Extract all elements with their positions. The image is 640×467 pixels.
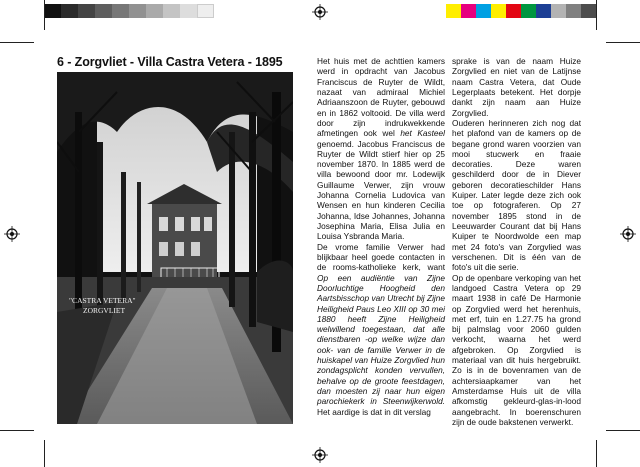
page-title: 6 - Zorgvliet - Villa Castra Vetera - 1895 bbox=[57, 55, 283, 69]
photo-caption-line: "CASTRA VETERA" bbox=[69, 296, 136, 305]
color-swatch bbox=[521, 4, 536, 18]
color-swatch bbox=[491, 4, 506, 18]
crop-mark bbox=[606, 42, 640, 43]
paragraph: Op de openbare verkoping van het landgoed Castra Vetera op 29 maart 1938 in café De Harmonie op Zorgvlied werd het herenhuis, met erf, tuin en 1.27.75 ha grond bij palmslag voor 2060 gulden verkocht, waarna het werd afgebroken. Op Zorgvlied is materiaal van dit huis hergebruikt. Zo is in de bovenramen van de achtersiaapkamer van het Amsterdamse Huis uit de villa afkomstig gekleurd-glas-in-lood aangebracht. In boerenschuren zijn de oude bakstenen verwerkt. bbox=[452, 272, 581, 427]
crop-mark bbox=[44, 0, 45, 30]
gray-swatch bbox=[61, 4, 78, 18]
color-swatch bbox=[476, 4, 491, 18]
gray-swatch bbox=[180, 4, 197, 18]
text-column-2 bbox=[452, 56, 581, 427]
paragraph-text: De vrome familie Verwer had blijkbaar heel goede contacten in de rooms-katholieke kerk, want bbox=[317, 241, 445, 273]
paragraph bbox=[317, 242, 445, 417]
gray-swatch bbox=[112, 4, 129, 18]
color-swatch bbox=[536, 4, 551, 18]
paragraph-text: Het aardige is dat in dit verslag bbox=[317, 406, 431, 417]
gray-calibration-bar bbox=[44, 4, 214, 18]
gray-swatch bbox=[44, 4, 61, 18]
registration-mark-icon bbox=[312, 4, 328, 20]
paragraph-italic: het Kasteel bbox=[400, 128, 445, 139]
gray-swatch bbox=[163, 4, 180, 18]
paragraph: Ouderen herinneren zich nog dat het plafond van de kamers op de begane grond waren voorzien van mooi stucwerk en fraaie decoraties. Deze waren geschilderd door de in Diever geboren decoratieschilder Hans Kuiper. Later legde deze zich ook toe op fotograferen. Op 27 november 1895 stond in de Leeuwarder Courant dat bij Hans Kuiper te Noordwolde een map met 24 foto's van Zorgvlied was verschenen. Dit is één van de foto's uit die serie. bbox=[452, 117, 581, 273]
paragraph-text: genoemd. Jacobus Franciscus de Ruyter de Wildt stierf hier op 25 november 1870. In 1885 werd de villa bewoond door mr. Lodewijk Guillaume Verwer, zijn vrouw Johanna Cornelia Ludovica van Wensen en hun kinderen Cecilia Johanna, Idse Johannes, Johanna Josephina Maria, Elisa Julia en Louisa Ysbranda Maria. bbox=[317, 138, 445, 242]
color-swatch bbox=[581, 4, 596, 18]
crop-mark bbox=[596, 0, 597, 30]
crop-mark bbox=[0, 42, 34, 43]
paragraph: sprake is van de naam Huize Zorgvlied en niet van de Latijnse naam Castra Vetera, dat Oude Legerplaats betekent. Het dorpje dankt zijn naam aan Huize Zorgvlied. bbox=[452, 56, 581, 118]
paragraph-text: Het huis met de achttien kamers werd in opdracht van Jacobus Franciscus de Ruyter de Wildt, nazaat van admiraal Michiel Adriaanszoon de Ruyter, gebouwd en in 1862 voltooid. De villa werd door zijn indrukwekkende afmetingen ook wel bbox=[317, 56, 445, 139]
gray-swatch bbox=[146, 4, 163, 18]
paragraph bbox=[317, 56, 445, 242]
photo-caption bbox=[69, 296, 136, 316]
gray-swatch bbox=[78, 4, 95, 18]
crop-mark bbox=[606, 430, 640, 431]
paragraph-italic: Op een audiëntie van Zijne Doorluchtige Hoogheid den Aartsbisschop van Utrecht bij Zijne Heiligheid Paus Leo XIII op 30 mei 1880 heeft Zijne Heiligheid welwillend toegestaan, dat alle dienstbaren -op welke wijze dan ook- van de familie Verwer in de huiskapel van Huize Zorgvlied hun zondagsplicht konden vervullen, behalve op de groote feestdagen, dan moesten zij naar hun eigen parochiekerk in Steenwijkerwold. bbox=[317, 272, 445, 407]
text-column-1 bbox=[317, 56, 445, 417]
crop-mark bbox=[0, 430, 34, 431]
color-swatch bbox=[461, 4, 476, 18]
registration-mark-icon bbox=[312, 447, 328, 463]
gray-swatch bbox=[95, 4, 112, 18]
registration-mark-icon bbox=[4, 226, 20, 242]
gray-swatch bbox=[197, 4, 214, 18]
color-swatch bbox=[506, 4, 521, 18]
historic-photo bbox=[57, 72, 293, 424]
color-calibration-bar bbox=[446, 4, 596, 18]
photo-caption-line: ZORGVLIET bbox=[83, 306, 126, 315]
crop-mark bbox=[44, 440, 45, 467]
color-swatch bbox=[566, 4, 581, 18]
color-swatch bbox=[551, 4, 566, 18]
registration-mark-icon bbox=[620, 226, 636, 242]
villa-photo-illustration bbox=[57, 72, 293, 424]
crop-mark bbox=[596, 440, 597, 467]
color-swatch bbox=[446, 4, 461, 18]
gray-swatch bbox=[129, 4, 146, 18]
